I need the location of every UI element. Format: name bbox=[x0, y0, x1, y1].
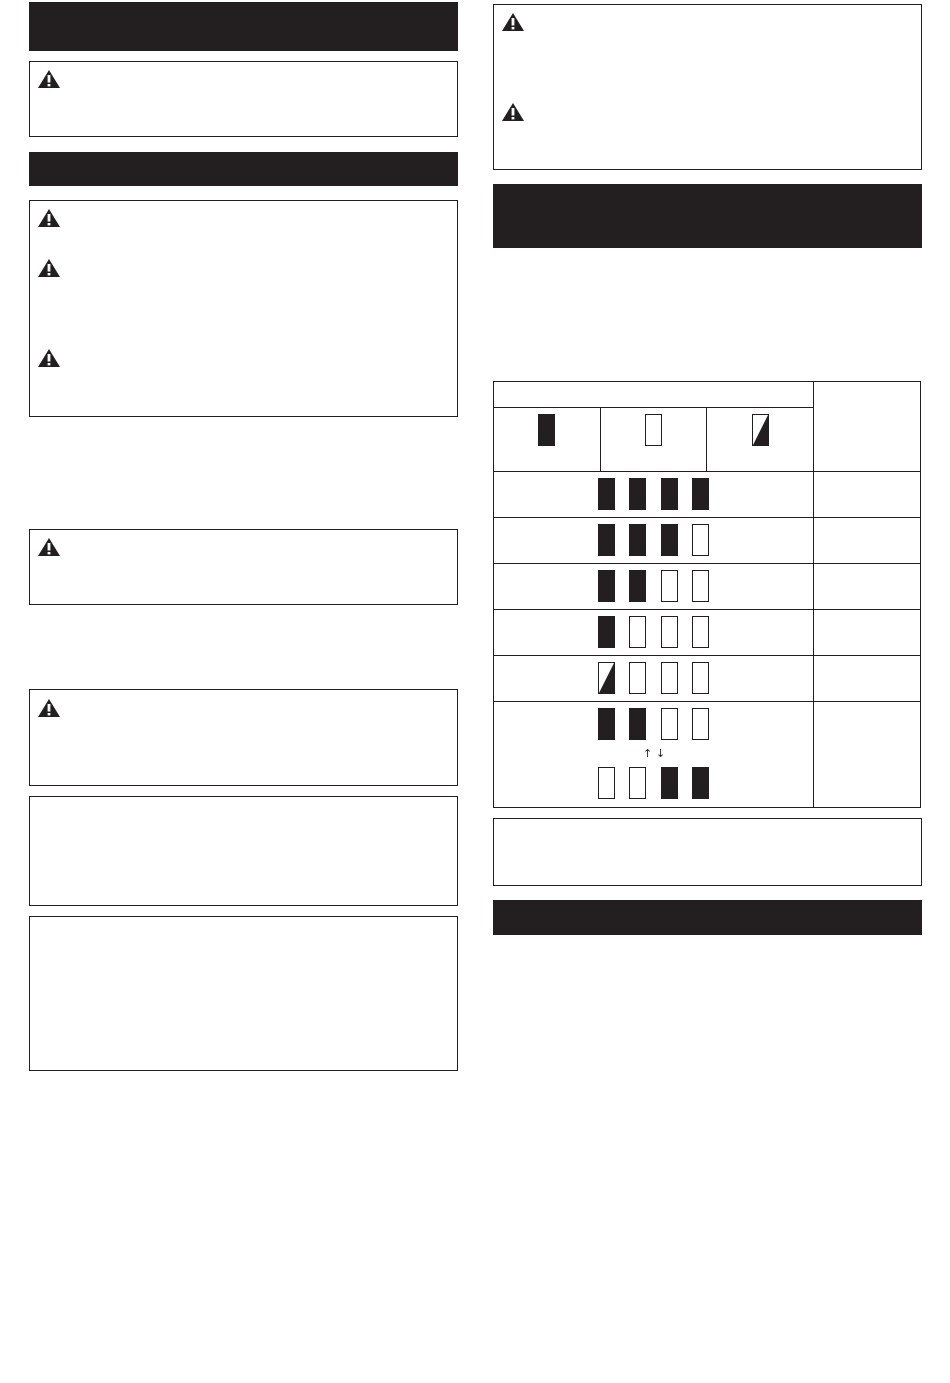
warning-box bbox=[29, 61, 458, 137]
lamp-off bbox=[629, 616, 646, 648]
warning-triangle-icon bbox=[37, 208, 61, 228]
notice-box bbox=[29, 796, 458, 906]
lamp-off bbox=[661, 708, 678, 740]
table-rule bbox=[494, 701, 921, 702]
lamp-on bbox=[629, 708, 646, 740]
table-rule bbox=[494, 471, 921, 472]
notice-box bbox=[493, 818, 922, 886]
lamp-off bbox=[692, 616, 709, 648]
table-rule bbox=[494, 517, 921, 518]
table-rule bbox=[494, 407, 814, 408]
lamp-on bbox=[598, 524, 615, 556]
warning-triangle-icon bbox=[501, 12, 525, 32]
lamp-blink bbox=[752, 414, 769, 446]
warning-triangle-icon bbox=[37, 537, 61, 557]
arrow-up-icon: ↑ bbox=[643, 747, 653, 760]
lamp-off bbox=[692, 662, 709, 694]
lamp-on bbox=[661, 767, 678, 799]
lamp-off bbox=[598, 767, 615, 799]
section-header-bar bbox=[493, 900, 922, 935]
section-header-bar bbox=[29, 152, 458, 186]
table-rule bbox=[494, 655, 921, 656]
table-rule bbox=[494, 563, 921, 564]
warning-box bbox=[29, 200, 458, 417]
warning-triangle-icon bbox=[501, 102, 525, 122]
table-rule bbox=[813, 382, 814, 808]
table-rule bbox=[600, 407, 601, 471]
lamp-on bbox=[598, 708, 615, 740]
table-rule bbox=[494, 609, 921, 610]
notice-box bbox=[29, 916, 458, 1071]
lamp-off bbox=[692, 570, 709, 602]
table-rule bbox=[706, 407, 707, 471]
indicator-lamp-table bbox=[493, 381, 921, 808]
warning-box bbox=[29, 689, 458, 786]
warning-triangle-icon bbox=[37, 348, 61, 368]
lamp-off bbox=[661, 570, 678, 602]
warning-triangle-icon bbox=[37, 698, 61, 718]
lamp-off bbox=[629, 662, 646, 694]
warning-triangle-icon bbox=[37, 258, 61, 278]
lamp-off bbox=[629, 767, 646, 799]
lamp-on bbox=[629, 524, 646, 556]
lamp-on bbox=[692, 478, 709, 510]
lamp-on bbox=[629, 570, 646, 602]
lamp-on bbox=[661, 478, 678, 510]
lamp-on bbox=[598, 570, 615, 602]
section-header-bar bbox=[29, 2, 458, 51]
lamp-on bbox=[692, 767, 709, 799]
lamp-on bbox=[598, 478, 615, 510]
lamp-on bbox=[629, 478, 646, 510]
lamp-on bbox=[598, 616, 615, 648]
lamp-off bbox=[645, 414, 662, 446]
lamp-off bbox=[661, 662, 678, 694]
warning-box bbox=[29, 529, 458, 605]
lamp-on bbox=[661, 524, 678, 556]
warning-triangle-icon bbox=[37, 69, 61, 89]
lamp-on bbox=[538, 414, 555, 446]
lamp-off bbox=[692, 524, 709, 556]
section-header-bar bbox=[493, 184, 922, 248]
arrow-down-icon: ↓ bbox=[656, 747, 666, 760]
lamp-blink bbox=[598, 662, 615, 694]
lamp-off bbox=[661, 616, 678, 648]
warning-box bbox=[493, 4, 922, 170]
lamp-off bbox=[692, 708, 709, 740]
